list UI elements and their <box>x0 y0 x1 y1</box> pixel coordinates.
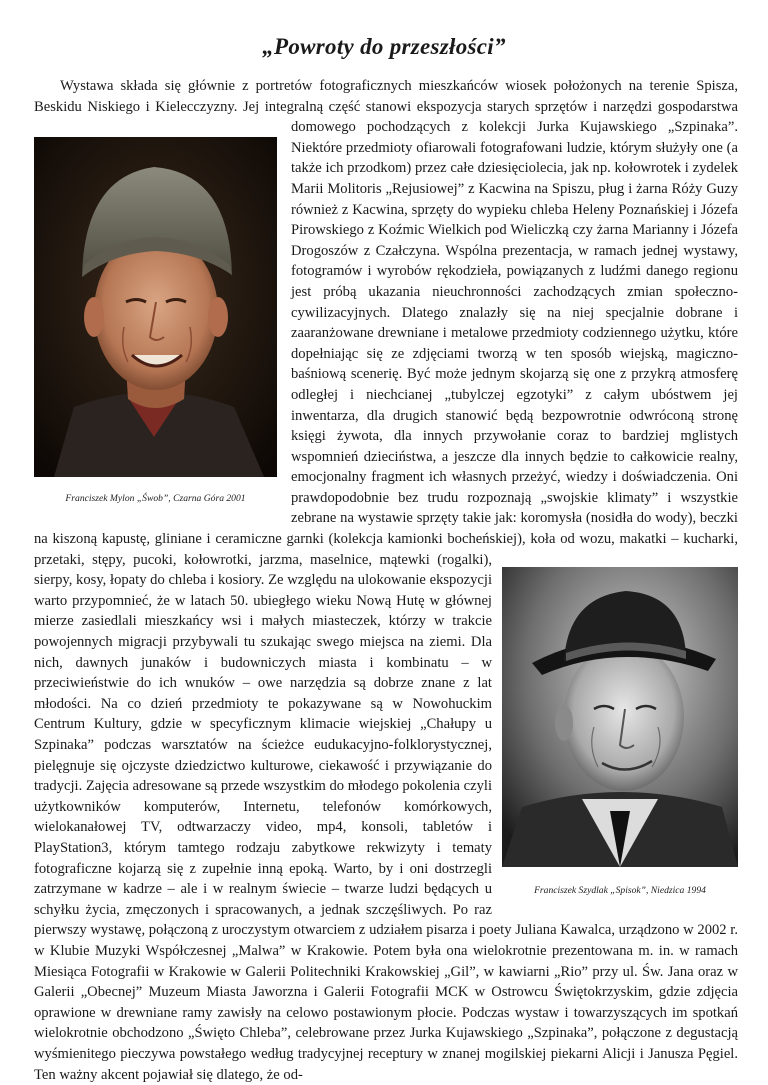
portrait-photo-right <box>502 567 738 867</box>
portrait-photo-left <box>34 137 277 477</box>
article-paragraph: Wystawa składa się głównie z portretów fotograficznych mieszkańców wiosek położonych na terenie Spisza, Beskidu Niskiego i Kielecczyzny. Jej integralną część stanowi ekspozycja starych sprzętów i narzędzi gospodarstwa domowego pochodzących z kolekcji Jurka Kujawskiego „Szpinaka”. Niektóre przedmioty ofiarowali fotografowani ludzie, którym służyły one (a także ich przodkom) przez całe dziesięciolecia, jak np. kołowrotek i zydelek Marii Molitoris „Rejusiowej” z Kacwina na Spiszu, pług i żarna Róży Guzy również z Kacwina, sprzęty do wypieku chleba Heleny Poznańskiej i Józefa Pirowskiego z Koźmic Wielkich pod Wieliczką czy żarna Marianny i Józefa Drogoszów z Czałczyna. Wspólna prezentacja, w ramach jednej wystawy, fotogramów i wyrobów rękodzieła, powiązanych z ludźmi danego regionu jest próbą ukazania nieuchronności zachodzących zmian społeczno-cywilizacyjnych. Dlatego znalazły się na niej specjalnie dobrane i zaaranżowane drewniane i metalowe przedmioty codziennego użytku, które dopełniając się ze zdjęciami tworzą w ten sposób wiejską, magiczno-baśniową scenerię. Być może jednym skojarzą się one z przykrą atmosferę odległej i niechcianej „tubylczej egzotyki” z całym ubóstwem jej inwentarza, dla drugich stanowić będą bezpowrotnie odwróconą stronę księgi żywota, dla innych przywołanie coraz to bardziej mglistych wspomnień dzieciństwa, a jeszcze dla innych będzie to całkowicie realny, emocjonalny fragment ich własnych przeżyć, wiedzy i doświadczenia. Oni prawdopodobnie bez trudu rozpoznają „swojskie klimaty” i wszystkie zebrane na wystawie sprzęty takie jak: koromysła (nosidła do wody), beczki na kiszoną kapustę, gliniane i ceramiczne garnki (kolekcja kamionki bocheńskiej), koła od wozu, makatki – kucharki, przetaki, stępy, pucoki, kołowrotki, jarzma, maselnice, mątewki (rogalki), sierpy, kosy, łopaty do chleba i kosiory. Ze względu na ulokowanie ekspozycji warto przypomnieć, że w latach 50. ubiegłego wieku Nową Hutę w głównej mierze zasiedlali mieszkańcy wsi i małych miasteczek, którzy w trakcie powojennych migracji przybywali tu szukając swego miejsca na ziemi. Dla nich, dawnych junaków i budowniczych miasta i kombinatu – w przeciwieństwie do ich wnuków – owe narzędzia są dobrze znane z lat młodości. Na co dzień przedmioty te pokazywane są w Nowohuckim Centrum Kultury, gdzie w specyficznym klimacie wiejskiej „Chałupy u Szpinaka” podczas warsztatów na ścieżce eudukacyjno-folklorystycznej, pielęgnuje się ojczyste dziedzictwo kulturowe, ciekawość i przywiązanie do tradycji. Zajęcia adresowane są przede wszystkim do młodego pokolenia czyli użytkowników komputerów, Internetu, telefonów komórkowych, wielokanałowej TV, odtwarzaczy video, mp4, konsoli, tabletów i PlayStation3, którym tamtego rodzaju zabytkowe rekwizyty i tematy fotograficzne kojarzą się z zupełnie inną epoką. Warto, by i oni dostrzegli zatrzymane w kadrze – ale i w realnym świecie – twarze ludzi będących u schyłku życia, zmęczonych i spracowanych, a jednak szczęśliwych. Po raz pierwszy wystawę, połączoną z uroczystym otwarciem z udziałem pisarza i poety Juliana Kawalca, urządzono w 2002 r. w Klubie Muzyki Współczesnej „Malwa” w Krakowie. Potem była ona wielokrotnie prezentowana m. in. w ramach Miesiąca Fotografii w Krakowie w Galerii Politechniki Krakowskiej „Gil”, w kawiarni „Rio” przy ul. Św. Jana oraz w Galerii „Obecnej” Muzeum Miasta Jaworzna i Galerii Fotografii MCK w Ostrowcu Świętokrzyskim, gdzie zdjęcia oprawione w drewniane ramy zawisły na celowo postawionym płocie. Podczas wystaw i towarzyszących im spotkań wielokrotnie obchodzono „Święto Chleba”, celebrowane przez Jurka Kujawskiego „Szpinaka”, połączone z degustacją wyśmienitego pieczywa powstałego według tradycyjnej receptury w znanej mogilskiej piekarni Alicji i Janusza Pęgiel. Ten ważny akcent pojawiał się dlatego, że od- <box>34 78 738 1083</box>
article-title: „Powroty do przeszłości” <box>262 34 506 59</box>
photo-caption-right: Franciszek Szydlak „Spisok”, Niedzica 1994 <box>534 885 706 896</box>
photo-right-block <box>502 567 738 897</box>
photo-left-block <box>34 137 277 505</box>
photo-caption-left: Franciszek Mylon „Śwob”, Czarna Góra 2001 <box>65 493 246 504</box>
article-body <box>34 76 738 1085</box>
